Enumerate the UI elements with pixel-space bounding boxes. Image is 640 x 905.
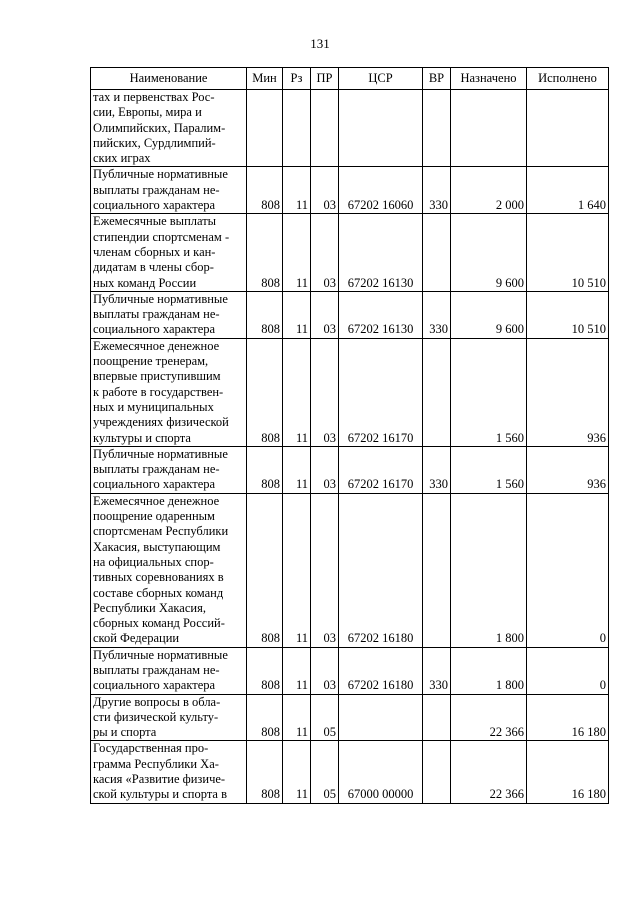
cell-csr: 67202 16180 [339, 647, 423, 694]
cell-assigned: 22 366 [451, 741, 527, 803]
cell-rz: 11 [283, 493, 311, 647]
cell-rz: 11 [283, 167, 311, 214]
cell-name: Ежемесячные выплаты стипендии спортсменам - членам сборных и кан- дидатам в члены сбор- ных команд России [91, 214, 247, 291]
table-row [91, 167, 609, 214]
cell-vr: 330 [423, 291, 451, 338]
cell-name: Ежемесячное денежное поощрение тренерам, впервые приступившим к работе в государствен- ных и муниципальных учреждениях физической культуры и спорта [91, 338, 247, 446]
cell-csr: 67202 16130 [339, 291, 423, 338]
cell-name: Ежемесячное денежное поощрение одаренным спортсменам Республики Хакасия, выступающим на официальных спор- тивных соревнованиях в составе сборных команд Республики Хакасия, сборных команд Россий- ской Федерации [91, 493, 247, 647]
cell-min: 808 [247, 338, 283, 446]
header-assigned: Назначено [451, 68, 527, 90]
cell-min [247, 90, 283, 167]
cell-min: 808 [247, 741, 283, 803]
cell-pr: 03 [311, 167, 339, 214]
cell-assigned: 1 560 [451, 446, 527, 493]
cell-csr: 67000 00000 [339, 741, 423, 803]
cell-rz: 11 [283, 741, 311, 803]
cell-csr: 67202 16170 [339, 338, 423, 446]
cell-min: 808 [247, 493, 283, 647]
cell-assigned: 1 560 [451, 338, 527, 446]
cell-executed: 936 [527, 446, 609, 493]
table-row [91, 694, 609, 741]
cell-pr: 05 [311, 741, 339, 803]
cell-csr: 67202 16170 [339, 446, 423, 493]
cell-csr [339, 90, 423, 167]
cell-assigned [451, 90, 527, 167]
cell-executed: 0 [527, 647, 609, 694]
cell-vr [423, 493, 451, 647]
cell-executed: 16 180 [527, 694, 609, 741]
page-number: 131 [310, 36, 330, 51]
cell-vr [423, 338, 451, 446]
cell-vr [423, 694, 451, 741]
cell-min: 808 [247, 446, 283, 493]
cell-assigned: 2 000 [451, 167, 527, 214]
cell-assigned: 9 600 [451, 214, 527, 291]
cell-min: 808 [247, 291, 283, 338]
header-vr: ВР [423, 68, 451, 90]
table-row [91, 647, 609, 694]
cell-vr: 330 [423, 446, 451, 493]
cell-assigned: 1 800 [451, 647, 527, 694]
cell-vr [423, 90, 451, 167]
cell-name: Публичные нормативные выплаты гражданам не- социального характера [91, 167, 247, 214]
cell-pr: 05 [311, 694, 339, 741]
budget-table [90, 67, 609, 804]
cell-pr: 03 [311, 338, 339, 446]
cell-rz: 11 [283, 291, 311, 338]
cell-vr: 330 [423, 647, 451, 694]
cell-executed: 10 510 [527, 214, 609, 291]
cell-name: Публичные нормативные выплаты гражданам не- социального характера [91, 446, 247, 493]
cell-rz: 11 [283, 647, 311, 694]
cell-name: Публичные нормативные выплаты гражданам не- социального характера [91, 291, 247, 338]
cell-pr: 03 [311, 291, 339, 338]
cell-executed: 0 [527, 493, 609, 647]
table-row [91, 338, 609, 446]
cell-csr [339, 694, 423, 741]
cell-pr: 03 [311, 493, 339, 647]
cell-csr: 67202 16060 [339, 167, 423, 214]
cell-rz: 11 [283, 214, 311, 291]
cell-name: Государственная про- грамма Республики Ха- касия «Развитие физиче- ской культуры и спорта в [91, 741, 247, 803]
cell-csr: 67202 16130 [339, 214, 423, 291]
header-csr: ЦСР [339, 68, 423, 90]
cell-min: 808 [247, 167, 283, 214]
cell-csr: 67202 16180 [339, 493, 423, 647]
cell-pr: 03 [311, 446, 339, 493]
table-row [91, 90, 609, 167]
cell-assigned: 22 366 [451, 694, 527, 741]
cell-rz: 11 [283, 694, 311, 741]
cell-vr: 330 [423, 167, 451, 214]
cell-assigned: 1 800 [451, 493, 527, 647]
header-name: Наименование [91, 68, 247, 90]
cell-pr: 03 [311, 214, 339, 291]
cell-rz [283, 90, 311, 167]
header-executed: Исполнено [527, 68, 609, 90]
table-row [91, 214, 609, 291]
cell-name: Другие вопросы в обла- сти физической культу- ры и спорта [91, 694, 247, 741]
cell-executed: 1 640 [527, 167, 609, 214]
cell-executed: 936 [527, 338, 609, 446]
table-row [91, 446, 609, 493]
cell-vr [423, 214, 451, 291]
cell-min: 808 [247, 694, 283, 741]
cell-rz: 11 [283, 338, 311, 446]
table-row [91, 493, 609, 647]
cell-vr [423, 741, 451, 803]
cell-executed [527, 90, 609, 167]
header-min: Мин [247, 68, 283, 90]
cell-min: 808 [247, 647, 283, 694]
header-pr: ПР [311, 68, 339, 90]
header-rz: Рз [283, 68, 311, 90]
table-row [91, 741, 609, 803]
cell-min: 808 [247, 214, 283, 291]
cell-pr: 03 [311, 647, 339, 694]
cell-assigned: 9 600 [451, 291, 527, 338]
cell-name: тах и первенствах Рос- сии, Европы, мира и Олимпийских, Паралим- пийских, Сурдлимпий- ских играх [91, 90, 247, 167]
cell-name: Публичные нормативные выплаты гражданам не- социального характера [91, 647, 247, 694]
cell-executed: 16 180 [527, 741, 609, 803]
table-header-row [91, 68, 609, 90]
table-row [91, 291, 609, 338]
cell-pr [311, 90, 339, 167]
cell-executed: 10 510 [527, 291, 609, 338]
cell-rz: 11 [283, 446, 311, 493]
